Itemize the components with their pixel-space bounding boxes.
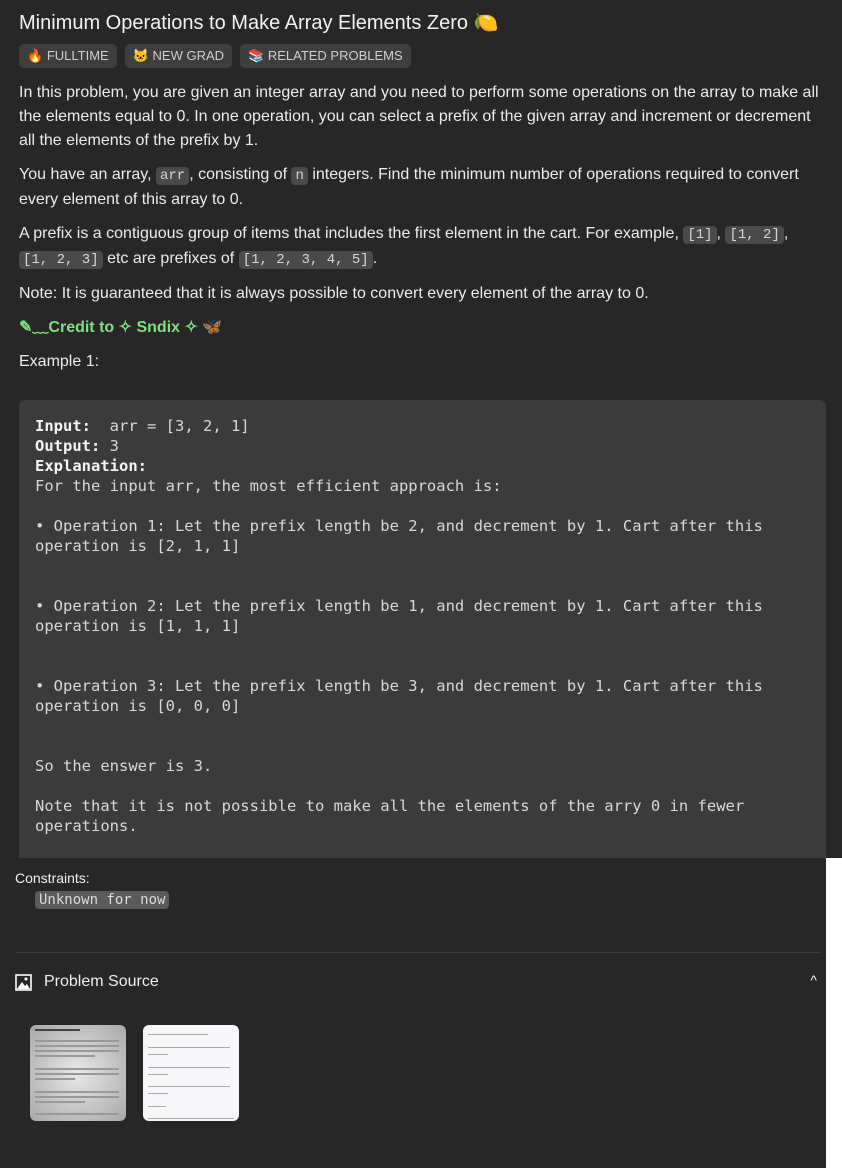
divider — [15, 952, 821, 953]
source-thumbnail-2[interactable] — [143, 1025, 239, 1121]
example-heading: Example 1: — [19, 353, 100, 370]
cat-icon: 🐱 — [132, 48, 149, 63]
image-icon — [15, 974, 32, 991]
input-value: arr = [3, 2, 1] — [91, 417, 250, 435]
paragraph-task: You have an array, arr , consisting of n integers. Find the minimum number of operations required to convert every element of this array to 0. — [19, 166, 799, 208]
problem-source-header[interactable] — [15, 970, 821, 994]
paragraph-note: Note: It is guaranteed that it is always possible to convert every element of the array to 0. — [19, 285, 649, 302]
inline-code: [1, 2, 3, 4, 5] — [239, 251, 373, 269]
example-code-block — [19, 400, 826, 858]
books-icon: 📚 — [248, 48, 265, 63]
tag-new-grad[interactable] — [125, 44, 232, 68]
tag-list — [19, 44, 411, 68]
output-value: 3 — [100, 437, 119, 455]
output-label: Output: — [35, 437, 101, 455]
input-label: Input: — [35, 417, 91, 435]
tag-label: RELATED PROBLEMS — [267, 48, 403, 63]
tag-label: FULLTIME — [46, 48, 109, 63]
inline-code: [1, 2, 3] — [19, 251, 103, 269]
problem-source-label: Problem Source — [44, 973, 159, 990]
paragraph-prefix: A prefix is a contiguous group of items that includes the first element in the cart. For example, [1] , [1, 2] , [1, 2, 3] etc are prefixes of [1, 2, 3, 4, 5] . — [19, 225, 789, 268]
lemon-icon: 🍋 — [473, 12, 499, 34]
constraints-value: Unknown for now — [35, 891, 169, 909]
explanation-text: For the input arr, the most efficient approach is: • Operation 1: Let the prefix length be 2, and decrement by 1. Cart after this operation is [2, 1, 1] • Operation 2: Let the prefix length be 1, and decrement by 1. Cart after this operation is [1, 1, 1] • Operation 3: Let the prefix length be 3, and decrement by 1. Cart after this operation is [0, 0, 0] So the enswer is 3. Note that it is not possible to make all the elements of the arry 0 in fewer operations. — [35, 477, 763, 835]
problem-description — [19, 81, 819, 384]
paragraph-intro: In this problem, you are given an integer array and you need to perform some operations on the array to make all the elements equal to 0. In one operation, you can select a prefix of the given array and increment or decrement all the elements of the prefix by 1. — [19, 84, 819, 149]
inline-code: [1] — [683, 226, 716, 244]
fire-icon: 🔥 — [27, 48, 44, 63]
explanation-label: Explanation: — [35, 457, 147, 475]
chevron-up-icon[interactable]: ^ — [810, 972, 817, 988]
credit-line: ✎﹏Credit to ✧ Sndix ✧ 🦋 — [19, 319, 223, 336]
constraints-heading: Constraints: — [15, 870, 90, 886]
page-title: Minimum Operations to Make Array Elements Zero 🍋 — [19, 12, 499, 34]
inline-code: arr — [156, 167, 189, 185]
tag-related-problems[interactable] — [240, 44, 411, 68]
source-thumbnail-1[interactable] — [30, 1025, 126, 1121]
inline-code: n — [291, 167, 307, 185]
tag-fulltime[interactable] — [19, 44, 117, 68]
inline-code: [1, 2] — [725, 226, 783, 244]
tag-label: NEW GRAD — [152, 48, 225, 63]
